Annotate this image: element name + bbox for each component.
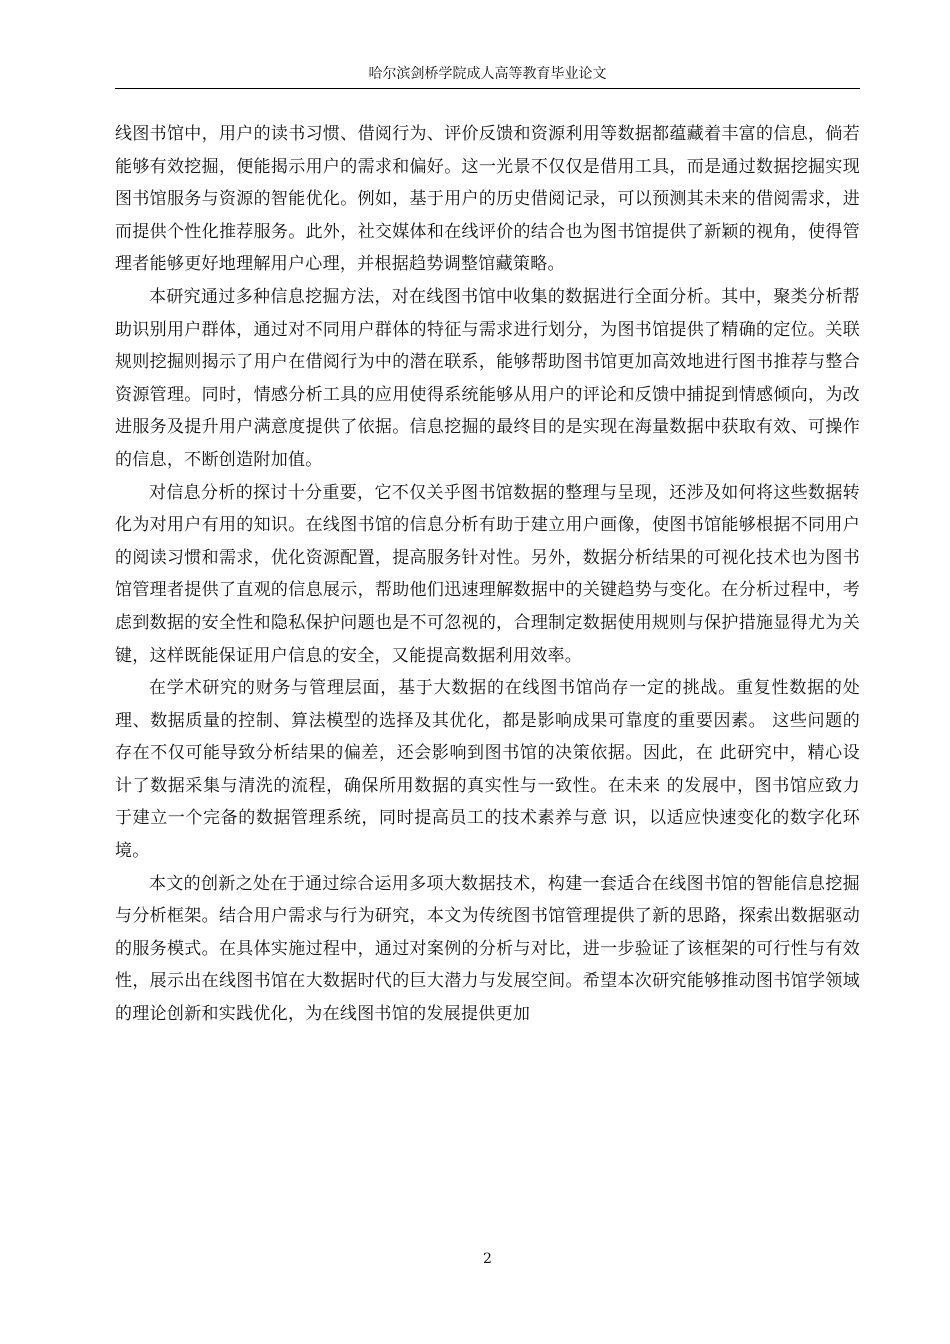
paragraph: 在学术研究的财务与管理层面，基于大数据的在线图书馆尚存一定的挑战。重复性数据的处理、数据质量的控制、算法模型的选择及其优化，都是影响成果可靠度的重要因素。 这些问题的存在不仅可能导致分析结果的偏差，还会影响到图书馆的决策依据。因此，在 此研究中，精心设计了数据采集与清洗的流程，确保所用数据的真实性与一致性。在未来 的发展中，图书馆应致力于建立一个完备的数据管理系统，同时提高员工的技术素养与意 识，以适应快速变化的数字化环境。	[115, 678, 860, 862]
paragraph-continuation: 线图书馆中，用户的读书习惯、借阅行为、评价反馈和资源利用等数据都蕴藏着丰富的信息，倘若能够有效挖掘，便能揭示用户的需求和偏好。这一光景不仅仅是借用工具，而是通过数据挖掘实现图书馆服务与资源的智能优化。例如，基于用户的历史借阅记录，可以预测其未来的借阅需求，进而提供个性化推荐服务。此外，社交媒体和在线评价的结合也为图书馆提供了新颖的视角，使得管理者能够更好地理解用户心理，并根据趋势调整馆藏策略。	[115, 124, 860, 275]
paragraph: 本文的创新之处在于通过综合运用多项大数据技术，构建一套适合在线图书馆的智能信息挖掘与分析框架。结合用户需求与行为研究，本文为传统图书馆管理提供了新的思路，探索出数据驱动的服务模式。在具体实施过程中，通过对案例的分析与对比，进一步验证了该框架的可行性与有效性，展示出在线图书馆在大数据时代的巨大潜力与发展空间。希望本次研究能够推动图书馆学领域的理论创新和实践优化，为在线图书馆的发展提供更加	[115, 873, 860, 1025]
paragraph: 对信息分析的探讨十分重要，它不仅关乎图书馆数据的整理与呈现，还涉及如何将这些数据转化为对用户有用的知识。在线图书馆的信息分析有助于建立用户画像，使图书馆能够根据不同用户的阅读习惯和需求，优化资源配置，提高服务针对性。另外，数据分析结果的可视化技术也为图书馆管理者提供了直观的信息展示，帮助他们迅速理解数据中的关键趋势与变化。在分析过程中，考虑到数据的安全性和隐私保护问题也是不可忽视的，合理制定数据使用规则与保护措施显得尤为关键，这样既能保证用户信息的安全，又能提高数据利用效率。	[115, 482, 860, 666]
paragraph: 本研究通过多种信息挖掘方法，对在线图书馆中收集的数据进行全面分析。其中，聚类分析帮助识别用户群体，通过对不同用户群体的特征与需求进行划分，为图书馆提供了精确的定位。关联规则挖掘则揭示了用户在借阅行为中的潜在联系，能够帮助图书馆更加高效地进行图书推荐与整合资源管理。同时，情感分析工具的应用使得系统能够从用户的评论和反馈中捕捉到情感倾向，为改进服务及提升用户满意度提供了依据。信息挖掘的最终目的是实现在海量数据中获取有效、可操作的信息，不断创造附加值。	[115, 286, 860, 470]
header-divider	[115, 88, 860, 89]
running-header: 哈尔滨剑桥学院成人高等教育毕业论文	[368, 66, 607, 82]
body-text	[115, 118, 860, 1031]
page-number: 2	[483, 1251, 492, 1267]
